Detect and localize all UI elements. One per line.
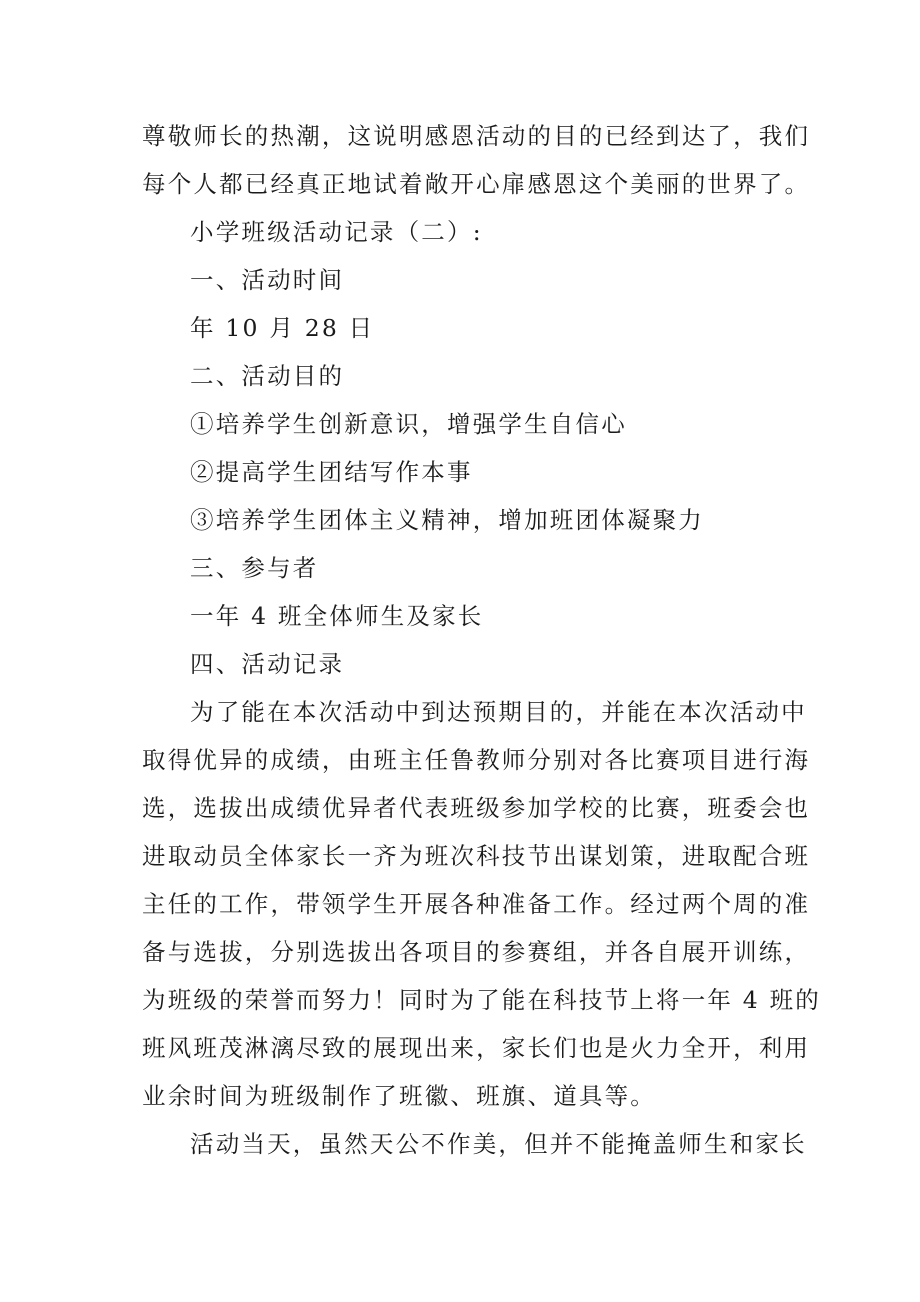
paragraph-line: 进取动员全体家长一齐为班次科技节出谋划策，进取配合班: [142, 842, 811, 870]
heading-activity-record: 四、活动记录: [190, 650, 345, 678]
heading-participants: 三、参与者: [190, 554, 319, 582]
paragraph-line: 主任的工作，带领学生开展各种准备工作。经过两个周的准: [142, 890, 811, 918]
paragraph-line: 活动当天，虽然天公不作美，但并不能掩盖师生和家长: [190, 1130, 807, 1158]
paragraph-line: 选，选拔出成绩优异者代表班级参加学校的比赛，班委会也: [142, 794, 811, 822]
paragraph-line: 取得优异的成绩，由班主任鲁教师分别对各比赛项目进行海: [142, 746, 811, 774]
paragraph-line: 备与选拔，分别选拔出各项目的参赛组，并各自展开训练，: [142, 938, 811, 966]
document-body: [142, 112, 821, 1168]
purpose-item: ②提高学生团结写作本事: [190, 458, 473, 486]
paragraph-line: 班风班茂淋漓尽致的展现出来，家长们也是火力全开，利用: [142, 1034, 811, 1062]
paragraph-line: 为了能在本次活动中到达预期目的，并能在本次活动中: [190, 698, 807, 726]
heading-activity-purpose: 二、活动目的: [190, 362, 345, 390]
purpose-item: ③培养学生团体主义精神，增加班团体凝聚力: [190, 506, 704, 534]
heading-activity-time: 一、活动时间: [190, 266, 345, 294]
paragraph-line: 为班级的荣誉而努力！同时为了能在科技节上将一年 4 班的: [142, 986, 821, 1014]
activity-date: 年 10 月 28 日: [190, 314, 375, 342]
section-title: 小学班级活动记录（二）:: [190, 218, 483, 246]
paragraph-line: 业余时间为班级制作了班徽、班旗、道具等。: [142, 1082, 656, 1110]
purpose-item: ①培养学生创新意识，增强学生自信心: [190, 410, 627, 438]
text-line: 每个人都已经真正地试着敞开心扉感恩这个美丽的世界了。: [142, 170, 811, 198]
participants-text: 一年 4 班全体师生及家长: [190, 602, 484, 630]
text-line: 尊敬师长的热潮，这说明感恩活动的目的已经到达了，我们: [142, 122, 811, 150]
